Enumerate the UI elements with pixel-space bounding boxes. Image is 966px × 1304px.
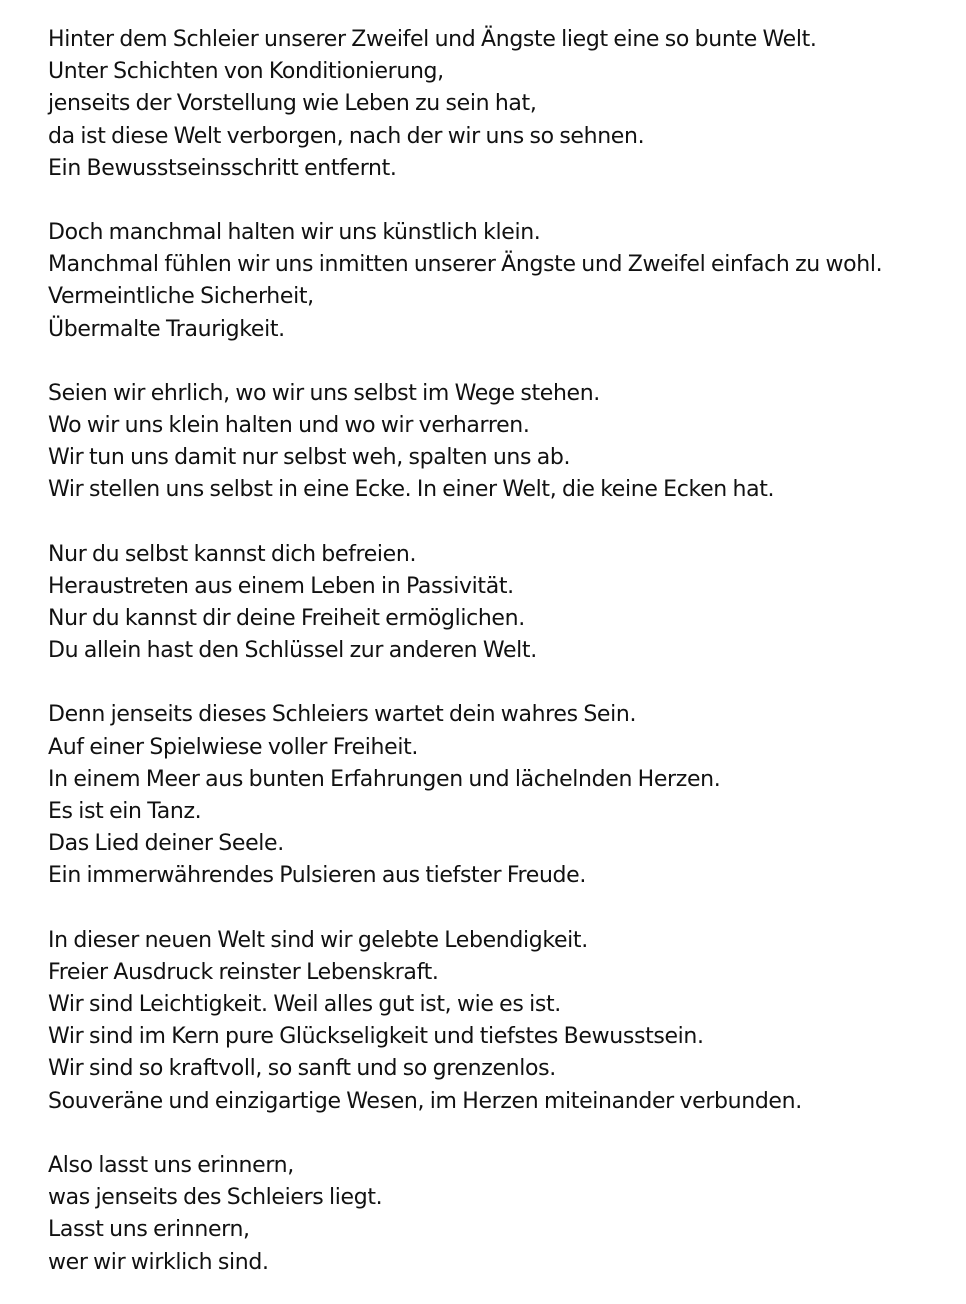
- poem-line: Ein immerwährendes Pulsieren aus tiefster Freude.: [48, 863, 586, 889]
- poem-line: In einem Meer aus bunten Erfahrungen und lächelnden Herzen.: [48, 766, 721, 792]
- stanza-6: [48, 925, 948, 1118]
- poem-document: [48, 24, 948, 1279]
- stanza-7: [48, 1150, 948, 1279]
- poem-line: Übermalte Traurigkeit.: [48, 316, 285, 342]
- poem-line: Auf einer Spielwiese voller Freiheit.: [48, 734, 419, 760]
- poem-line: In dieser neuen Welt sind wir gelebte Lebendigkeit.: [48, 927, 588, 953]
- poem-line: da ist diese Welt verborgen, nach der wir uns so sehnen.: [48, 123, 645, 149]
- poem-line: Das Lied deiner Seele.: [48, 831, 284, 857]
- poem-line: Vermeintliche Sicherheit,: [48, 284, 314, 310]
- poem-line: Nur du selbst kannst dich befreien.: [48, 541, 417, 567]
- poem-line: Es ist ein Tanz.: [48, 799, 202, 825]
- poem-line: Wir sind im Kern pure Glückseligkeit und tiefstes Bewusstsein.: [48, 1024, 704, 1050]
- poem-line: Wir sind Leichtigkeit. Weil alles gut ist, wie es ist.: [48, 992, 561, 1018]
- poem-line: Doch manchmal halten wir uns künstlich klein.: [48, 220, 541, 246]
- poem-line: Wir stellen uns selbst in eine Ecke. In einer Welt, die keine Ecken hat.: [48, 477, 775, 503]
- stanza-2: [48, 217, 948, 346]
- poem-line: Hinter dem Schleier unserer Zweifel und Ängste liegt eine so bunte Welt.: [48, 27, 817, 52]
- poem-line: wer wir wirklich sind.: [48, 1249, 269, 1275]
- poem-line: Wir tun uns damit nur selbst weh, spalten uns ab.: [48, 445, 571, 471]
- poem-line: Seien wir ehrlich, wo wir uns selbst im Wege stehen.: [48, 380, 600, 406]
- poem-line: Also lasst uns erinnern,: [48, 1152, 294, 1178]
- poem-line: Wir sind so kraftvoll, so sanft und so grenzenlos.: [48, 1056, 556, 1082]
- poem-line: Freier Ausdruck reinster Lebenskraft.: [48, 959, 439, 985]
- poem-line: Ein Bewusstseinsschritt entfernt.: [48, 155, 397, 181]
- stanza-4: [48, 539, 948, 668]
- poem-line: Heraustreten aus einem Leben in Passivität.: [48, 573, 514, 599]
- poem-line: Lasst uns erinnern,: [48, 1217, 250, 1243]
- poem-line: jenseits der Vorstellung wie Leben zu sein hat,: [48, 91, 537, 117]
- poem-line: Denn jenseits dieses Schleiers wartet dein wahres Sein.: [48, 702, 637, 728]
- poem-line: Du allein hast den Schlüssel zur anderen Welt.: [48, 638, 537, 664]
- poem-line: Souveräne und einzigartige Wesen, im Herzen miteinander verbunden.: [48, 1088, 802, 1114]
- poem-line: Manchmal fühlen wir uns inmitten unserer Ängste und Zweifel einfach zu wohl.: [48, 252, 883, 278]
- poem-line: Wo wir uns klein halten und wo wir verharren.: [48, 413, 530, 439]
- poem-line: Nur du kannst dir deine Freiheit ermöglichen.: [48, 606, 525, 632]
- stanza-3: [48, 378, 948, 507]
- stanza-1: [48, 24, 948, 185]
- stanza-5: [48, 699, 948, 892]
- poem-line: was jenseits des Schleiers liegt.: [48, 1185, 383, 1211]
- poem-line: Unter Schichten von Konditionierung,: [48, 59, 444, 85]
